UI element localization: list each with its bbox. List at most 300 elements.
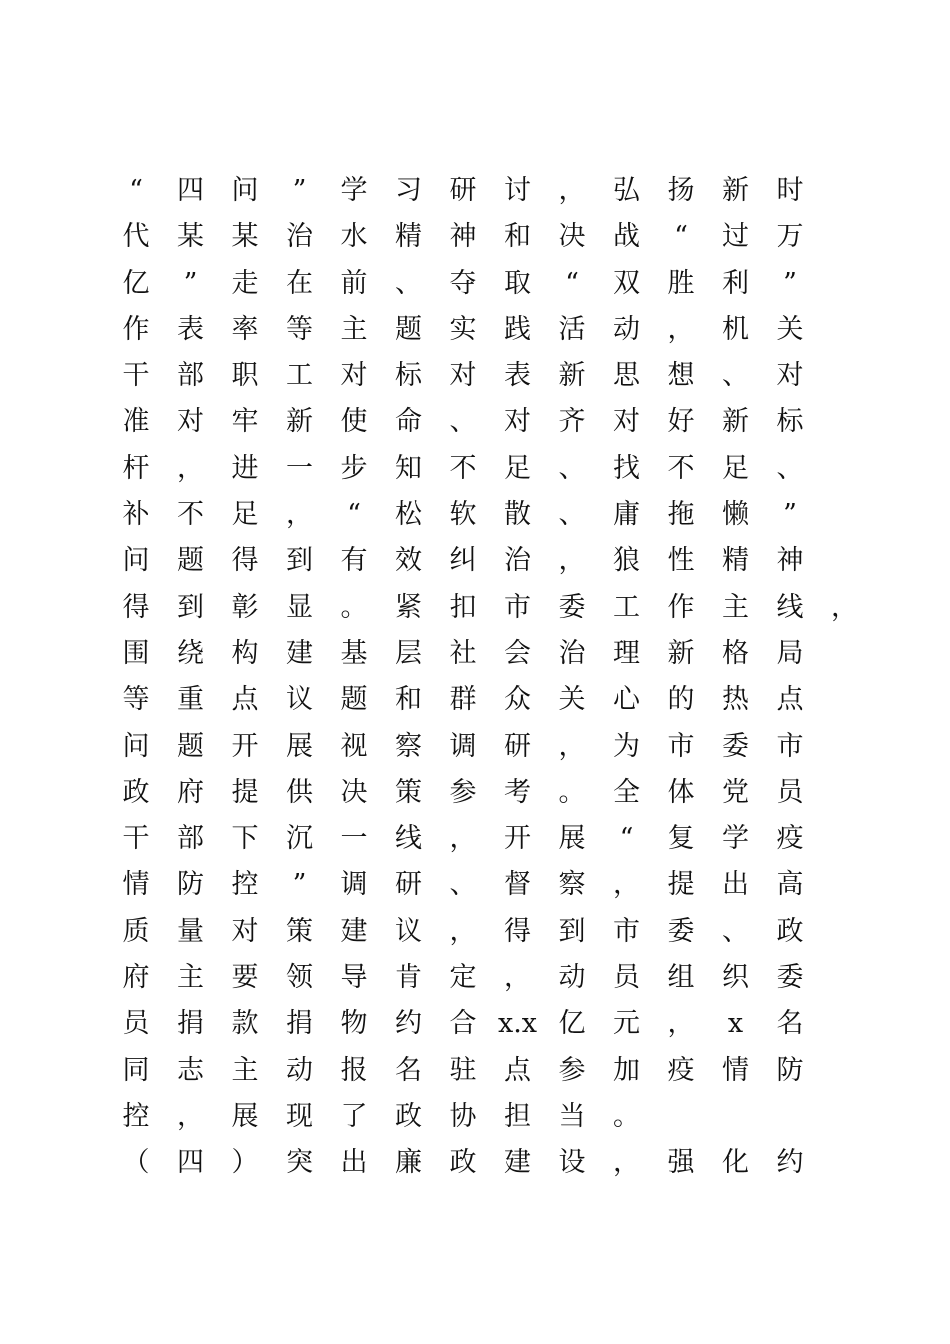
- char-cell: 党: [722, 776, 749, 808]
- char-cell: 干: [122, 823, 150, 855]
- char-cell: 前: [340, 267, 368, 299]
- char-cell: 纠: [449, 545, 477, 577]
- char-cell: ，: [558, 730, 586, 762]
- char-cell: 治: [504, 545, 531, 577]
- text-line: [110, 677, 850, 723]
- char-cell: 员: [776, 776, 804, 808]
- char-cell: 复: [667, 823, 695, 855]
- char-cell: 走: [231, 267, 259, 299]
- char-cell: 双: [613, 267, 640, 299]
- char-cell: 、: [722, 915, 749, 947]
- char-cell: 款: [231, 1008, 259, 1040]
- char-cell: 等: [286, 313, 313, 345]
- char-cell: 效: [395, 545, 422, 577]
- text-line: [110, 631, 850, 677]
- char-cell: 构: [231, 637, 259, 669]
- text-line: [110, 446, 850, 492]
- char-cell: 问: [122, 545, 150, 577]
- char-cell: 想: [667, 360, 695, 392]
- char-cell: 标: [776, 406, 804, 438]
- char-cell: 得: [231, 545, 259, 577]
- char-cell: 参: [449, 776, 477, 808]
- char-cell: 建: [340, 915, 368, 947]
- char-cell: ”: [783, 499, 797, 531]
- char-cell: 织: [722, 962, 749, 994]
- char-cell: 作: [667, 591, 695, 623]
- char-cell: 高: [776, 869, 804, 901]
- text-line: [110, 214, 850, 260]
- char-cell: 重: [177, 684, 204, 716]
- char-cell: 等: [122, 684, 150, 716]
- text-line: [110, 261, 850, 307]
- char-cell: ”: [292, 869, 307, 901]
- char-cell: 对: [340, 360, 368, 392]
- char-cell: 委: [667, 915, 695, 947]
- char-cell: 命: [395, 406, 422, 438]
- char-cell: 研: [449, 175, 477, 206]
- char-cell: 知: [395, 452, 422, 484]
- char-cell: 视: [340, 730, 368, 762]
- char-cell: 实: [449, 313, 477, 345]
- char-cell: ，: [667, 313, 695, 345]
- char-cell: 察: [395, 730, 422, 762]
- char-cell: 齐: [558, 406, 586, 438]
- char-cell: 。: [558, 776, 586, 808]
- char-cell: 足: [722, 452, 749, 484]
- char-cell: 政: [395, 1100, 422, 1132]
- text-line: [110, 492, 850, 538]
- char-cell: 懒: [722, 499, 749, 531]
- char-cell: 机: [722, 313, 749, 345]
- char-cell: ”: [783, 267, 797, 299]
- char-cell: 政: [776, 915, 804, 947]
- char-cell: 质: [122, 915, 150, 947]
- char-cell: 报: [340, 1054, 368, 1086]
- char-cell: 有: [340, 545, 368, 577]
- char-cell: 研: [504, 730, 531, 762]
- text-line: [110, 1048, 850, 1094]
- char-cell: 议: [395, 915, 422, 947]
- char-cell: ）: [231, 1147, 259, 1179]
- char-cell: 策: [395, 776, 422, 808]
- text-line: [110, 585, 858, 631]
- char-cell: 疫: [667, 1054, 695, 1086]
- char-cell: 主: [177, 962, 204, 994]
- text-line: [110, 353, 850, 399]
- char-cell: 狼: [613, 545, 640, 577]
- char-cell: 现: [286, 1100, 313, 1132]
- char-cell: 一: [286, 452, 313, 484]
- char-cell: 市: [504, 591, 531, 623]
- char-cell: 加: [613, 1054, 640, 1086]
- body-text: [110, 168, 858, 1187]
- char-cell: 代: [122, 221, 150, 253]
- char-cell: 某: [177, 221, 204, 253]
- char-cell: 会: [504, 637, 531, 669]
- char-cell: 显: [286, 591, 313, 623]
- char-cell: 动: [613, 313, 640, 345]
- char-cell: 调: [449, 730, 477, 762]
- char-cell: 热: [722, 684, 749, 716]
- char-cell: 组: [667, 962, 695, 994]
- char-cell: 步: [340, 452, 368, 484]
- char-cell: “: [129, 175, 143, 206]
- char-cell: 格: [722, 637, 749, 669]
- char-cell: 控: [231, 869, 259, 901]
- char-cell: 学: [722, 823, 749, 855]
- char-cell: 到: [558, 915, 586, 947]
- char-cell: 展: [558, 823, 586, 855]
- char-cell: 局: [776, 637, 804, 669]
- char-cell: 市: [667, 730, 695, 762]
- char-cell: 水: [340, 221, 368, 253]
- char-cell: 题: [177, 730, 204, 762]
- char-cell: 约: [776, 1147, 804, 1179]
- char-cell: 扬: [667, 175, 695, 206]
- text-line: [110, 1001, 850, 1047]
- char-cell: 市: [613, 915, 640, 947]
- char-cell: 委: [558, 591, 586, 623]
- char-cell: 府: [122, 962, 150, 994]
- char-cell: 设: [558, 1147, 586, 1179]
- char-cell: 策: [286, 915, 313, 947]
- text-line: [110, 770, 850, 816]
- char-cell: 杆: [122, 452, 150, 484]
- char-cell: 委: [722, 730, 749, 762]
- char-cell: 主: [340, 313, 368, 345]
- char-cell: 散: [504, 499, 531, 531]
- char-cell: 治: [286, 221, 313, 253]
- char-cell: 围: [122, 637, 150, 669]
- char-cell: ，: [831, 591, 858, 623]
- char-cell: 督: [504, 869, 531, 901]
- char-cell: 建: [286, 637, 313, 669]
- char-cell: ，: [177, 1100, 204, 1132]
- char-cell: 出: [340, 1147, 368, 1179]
- char-cell: 体: [667, 776, 695, 808]
- char-cell: 不: [667, 452, 695, 484]
- char-cell: 点: [231, 684, 259, 716]
- char-cell: 问: [231, 175, 259, 206]
- char-cell: 时: [776, 175, 804, 206]
- char-cell: 沉: [286, 823, 313, 855]
- char-cell: ，: [177, 452, 204, 484]
- char-cell: 物: [340, 1008, 368, 1040]
- char-cell: 线: [395, 823, 422, 855]
- section-heading: [110, 1140, 850, 1186]
- char-cell: （: [122, 1147, 150, 1179]
- char-cell: 、: [722, 360, 749, 392]
- char-cell: 彰: [231, 591, 259, 623]
- char-cell: 治: [558, 637, 586, 669]
- char-cell: 思: [613, 360, 640, 392]
- char-cell: 动: [558, 962, 586, 994]
- char-cell: 对: [613, 406, 640, 438]
- char-cell: 某: [231, 221, 259, 253]
- char-cell: 展: [231, 1100, 259, 1132]
- char-cell: 开: [504, 823, 531, 855]
- char-cell: 导: [340, 962, 368, 994]
- char-cell: 新: [286, 406, 313, 438]
- char-cell: “: [619, 823, 634, 855]
- char-cell: 一: [340, 823, 368, 855]
- char-cell: 理: [613, 637, 640, 669]
- char-cell: 对: [231, 915, 259, 947]
- text-line: [110, 816, 850, 862]
- char-cell: 决: [558, 221, 586, 253]
- char-cell: 过: [722, 221, 749, 253]
- char-cell: 决: [340, 776, 368, 808]
- char-cell: ”: [292, 175, 307, 206]
- char-cell: 下: [231, 823, 259, 855]
- char-cell: 、: [558, 452, 586, 484]
- char-cell: 问: [122, 730, 150, 762]
- char-cell: 元: [613, 1008, 640, 1040]
- char-cell: 在: [286, 267, 313, 299]
- char-cell: 工: [286, 360, 313, 392]
- char-cell: 和: [504, 221, 531, 253]
- text-line: [110, 909, 850, 955]
- char-cell: 率: [231, 313, 259, 345]
- text-line: [110, 307, 850, 353]
- char-cell: 市: [776, 730, 804, 762]
- char-cell: 线: [776, 591, 804, 623]
- char-cell: 员: [613, 962, 640, 994]
- char-cell: 弘: [613, 175, 640, 206]
- char-cell: 控: [122, 1100, 150, 1132]
- char-cell: 使: [340, 406, 368, 438]
- char-cell: 取: [504, 267, 531, 299]
- char-cell: 精: [722, 545, 749, 577]
- char-cell: “: [674, 221, 688, 253]
- char-cell: 协: [449, 1100, 477, 1132]
- char-cell: ，: [613, 1147, 640, 1179]
- char-cell: 找: [613, 452, 640, 484]
- char-cell: 干: [122, 360, 150, 392]
- char-cell: 扣: [449, 591, 477, 623]
- text-line: [110, 168, 850, 214]
- char-cell: 拖: [667, 499, 695, 531]
- char-cell: 对: [449, 360, 477, 392]
- char-cell: 主: [722, 591, 749, 623]
- text-line: [110, 724, 850, 770]
- char-cell: 察: [558, 869, 586, 901]
- char-cell: 群: [449, 684, 477, 716]
- char-cell: 捐: [177, 1008, 204, 1040]
- char-cell: 新: [722, 175, 749, 206]
- char-cell: 层: [395, 637, 422, 669]
- char-cell: ，: [667, 1008, 695, 1040]
- char-cell: x.x: [497, 1008, 538, 1040]
- char-cell: 考: [504, 776, 531, 808]
- char-cell: 定: [449, 962, 477, 994]
- char-cell: 建: [504, 1147, 531, 1179]
- char-cell: x: [727, 1008, 744, 1040]
- char-cell: 廉: [395, 1147, 422, 1179]
- char-cell: 防: [177, 869, 204, 901]
- char-cell: 员: [122, 1008, 150, 1040]
- char-cell: 主: [231, 1054, 259, 1086]
- char-cell: 准: [122, 406, 150, 438]
- char-cell: 神: [776, 545, 804, 577]
- char-cell: ，: [613, 869, 640, 901]
- char-cell: 的: [667, 684, 695, 716]
- char-cell: 参: [558, 1054, 586, 1086]
- char-cell: 开: [231, 730, 259, 762]
- char-cell: 约: [395, 1008, 422, 1040]
- char-cell: 、: [449, 406, 477, 438]
- char-cell: 名: [395, 1054, 422, 1086]
- char-cell: 胜: [667, 267, 695, 299]
- char-cell: 新: [667, 637, 695, 669]
- char-cell: 众: [504, 684, 531, 716]
- char-cell: 驻: [449, 1054, 477, 1086]
- char-cell: 习: [395, 175, 422, 206]
- char-cell: 亿: [558, 1008, 586, 1040]
- char-cell: 万: [776, 221, 804, 253]
- char-cell: 担: [504, 1100, 531, 1132]
- char-cell: 对: [776, 360, 804, 392]
- char-cell: 展: [286, 730, 313, 762]
- char-cell: 防: [776, 1054, 804, 1086]
- char-cell: 合: [449, 1008, 477, 1040]
- char-cell: 、: [558, 499, 586, 531]
- char-cell: 牢: [231, 406, 259, 438]
- char-cell: 得: [504, 915, 531, 947]
- char-cell: 关: [776, 313, 804, 345]
- char-cell: 同: [122, 1054, 150, 1086]
- char-cell: “: [347, 499, 361, 531]
- char-cell: 社: [449, 637, 477, 669]
- char-cell: 紧: [395, 591, 422, 623]
- text-line: [110, 862, 850, 908]
- char-cell: 神: [449, 221, 477, 253]
- char-cell: 、: [395, 267, 422, 299]
- char-cell: 标: [395, 360, 422, 392]
- char-cell: 和: [395, 684, 422, 716]
- char-cell: ，: [449, 823, 477, 855]
- char-cell: 题: [177, 545, 204, 577]
- char-cell: ，: [286, 499, 313, 531]
- char-cell: 好: [667, 406, 695, 438]
- char-cell: 新: [722, 406, 749, 438]
- char-cell: “: [565, 267, 579, 299]
- char-cell: 讨: [504, 175, 531, 206]
- char-cell: 对: [504, 406, 531, 438]
- char-cell: 点: [504, 1054, 531, 1086]
- char-cell: 情: [122, 869, 150, 901]
- char-cell: 进: [231, 452, 259, 484]
- char-cell: 委: [776, 962, 804, 994]
- char-cell: 提: [667, 869, 695, 901]
- char-cell: ，: [449, 915, 477, 947]
- char-cell: 。: [340, 591, 368, 623]
- char-cell: 工: [613, 591, 640, 623]
- char-cell: 名: [776, 1008, 804, 1040]
- char-cell: 绕: [177, 637, 204, 669]
- char-cell: 强: [667, 1147, 695, 1179]
- char-cell: 补: [122, 499, 150, 531]
- char-cell: 府: [177, 776, 204, 808]
- char-cell: 要: [231, 962, 259, 994]
- char-cell: 松: [395, 499, 422, 531]
- char-cell: 对: [177, 406, 204, 438]
- char-cell: 、: [776, 452, 804, 484]
- char-cell: 。: [613, 1100, 640, 1132]
- char-cell: 提: [231, 776, 259, 808]
- char-cell: 夺: [449, 267, 477, 299]
- char-cell: 不: [177, 499, 204, 531]
- char-cell: 疫: [776, 823, 804, 855]
- char-cell: 点: [776, 684, 804, 716]
- char-cell: 量: [177, 915, 204, 947]
- char-cell: 到: [286, 545, 313, 577]
- char-cell: 得: [122, 591, 150, 623]
- char-cell: 供: [286, 776, 313, 808]
- char-cell: 政: [449, 1147, 477, 1179]
- char-cell: 不: [449, 452, 477, 484]
- char-cell: 表: [504, 360, 531, 392]
- char-cell: ”: [183, 267, 198, 299]
- char-cell: 出: [722, 869, 749, 901]
- char-cell: 研: [395, 869, 422, 901]
- char-cell: 新: [558, 360, 586, 392]
- char-cell: 性: [667, 545, 695, 577]
- char-cell: 精: [395, 221, 422, 253]
- char-cell: 软: [449, 499, 477, 531]
- char-cell: 部: [177, 823, 204, 855]
- char-cell: 战: [613, 221, 640, 253]
- char-cell: 领: [286, 962, 313, 994]
- char-cell: 调: [340, 869, 368, 901]
- char-cell: 政: [122, 776, 150, 808]
- text-line: [110, 955, 850, 1001]
- char-cell: 部: [177, 360, 204, 392]
- char-cell: 题: [340, 684, 368, 716]
- char-cell: 情: [722, 1054, 749, 1086]
- char-cell: 心: [613, 684, 640, 716]
- char-cell: 了: [340, 1100, 368, 1132]
- char-cell: 化: [722, 1147, 749, 1179]
- char-cell: 突: [286, 1147, 313, 1179]
- char-cell: 议: [286, 684, 313, 716]
- char-cell: 庸: [613, 499, 640, 531]
- char-cell: 到: [177, 591, 204, 623]
- char-cell: 、: [449, 869, 477, 901]
- char-cell: 表: [177, 313, 204, 345]
- char-cell: 四: [177, 1147, 204, 1179]
- char-cell: 作: [122, 313, 150, 345]
- char-cell: 践: [504, 313, 531, 345]
- char-cell: 职: [231, 360, 259, 392]
- char-cell: 动: [286, 1054, 313, 1086]
- text-line: [110, 538, 850, 584]
- char-cell: 当: [558, 1100, 586, 1132]
- char-cell: 四: [177, 175, 204, 206]
- char-cell: 亿: [122, 267, 150, 299]
- char-cell: 全: [613, 776, 640, 808]
- char-cell: 题: [395, 313, 422, 345]
- char-cell: 志: [177, 1054, 204, 1086]
- char-cell: ，: [504, 962, 531, 994]
- char-cell: ，: [558, 545, 586, 577]
- char-cell: 为: [613, 730, 640, 762]
- char-cell: 捐: [286, 1008, 313, 1040]
- char-cell: 足: [231, 499, 259, 531]
- char-cell: 肯: [395, 962, 422, 994]
- char-cell: 足: [504, 452, 531, 484]
- char-cell: 学: [340, 175, 368, 206]
